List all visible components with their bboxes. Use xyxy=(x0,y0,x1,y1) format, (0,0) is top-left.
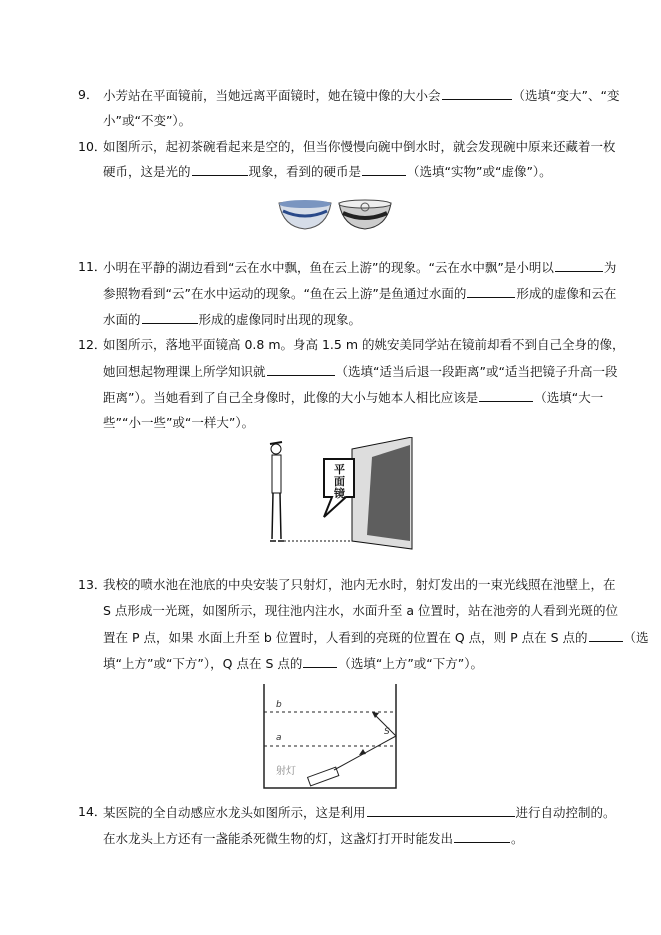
mirror-label-2: 面 xyxy=(334,475,345,488)
q12-number: 12． xyxy=(78,337,107,352)
q12-text: 她回想起物理课上所学知识就 xyxy=(103,364,266,379)
q13-text: （选 xyxy=(623,630,649,645)
q14-line1 xyxy=(103,804,616,821)
q13-blank-1[interactable] xyxy=(589,629,623,642)
q9-blank[interactable] xyxy=(442,87,512,100)
q12-line2 xyxy=(103,363,617,380)
q14-line2 xyxy=(103,830,524,847)
q9-text: （选填“变大”、“变 xyxy=(512,88,620,103)
q11-text: 水面的 xyxy=(103,312,141,327)
q11-text: 形成的虚像同时出现的现象。 xyxy=(198,312,362,327)
q10-blank-2[interactable] xyxy=(362,163,406,176)
q13-line3 xyxy=(103,629,649,646)
q9-number: 9． xyxy=(78,87,99,102)
level-b-label: b xyxy=(276,700,282,710)
q12-blank-2[interactable] xyxy=(479,389,533,402)
q11-line2 xyxy=(103,285,616,302)
q11-line1 xyxy=(103,259,616,276)
q11-text: 参照物看到“云”在水中运动的现象。“鱼在云上游”是鱼通过水面的 xyxy=(103,286,467,301)
lamp-label: 射灯 xyxy=(276,766,296,777)
q11-line3 xyxy=(103,311,361,328)
q9-line2: 小”或“不变”）。 xyxy=(103,113,192,128)
q14-text: 。 xyxy=(511,831,524,846)
q11-blank-2[interactable] xyxy=(467,285,515,298)
q13-blank-2[interactable] xyxy=(303,655,337,668)
q12-text: （选填“适当后退一段距离”或“适当把镜子升高一段 xyxy=(335,364,618,379)
q9-text: 小芳站在平面镜前，当她远离平面镜时，她在镜中像的大小会 xyxy=(103,88,441,103)
pool-figure xyxy=(262,684,402,790)
q12-line3 xyxy=(103,389,603,406)
q13-number: 13． xyxy=(78,577,107,592)
q11-number: 11． xyxy=(78,259,107,274)
level-a-label: a xyxy=(276,733,282,743)
q13-line2: S 点形成一光斑，如图所示，现往池内注水，水面升至 a 位置时，站在池旁的人看到光斑的位 xyxy=(103,603,619,618)
mirror-figure xyxy=(262,437,417,557)
q10-line2 xyxy=(103,163,552,180)
q12-text: 距离”）。当她看到了自己全身像时，此像的大小与她本人相比应该是 xyxy=(103,390,479,405)
q11-text: 形成的虚像和云在 xyxy=(516,286,617,301)
q13-text: 置在 P 点，如果 水面上升至 b 位置时，人看到的亮斑的位置在 Q 点，则 P 点在 S 点的 xyxy=(103,630,588,645)
q10-text: 硬币，这是光的 xyxy=(103,164,191,179)
q11-text: 小明在平静的湖边看到“云在水中飘，鱼在云上游”的现象。“云在水中飘”是小明以 xyxy=(103,260,554,275)
q14-blank-1[interactable] xyxy=(367,804,515,817)
q11-blank-3[interactable] xyxy=(142,311,198,324)
q12-blank-1[interactable] xyxy=(267,363,335,376)
q13-text: 填“上方”或“下方”），Q 点在 S 点的 xyxy=(103,656,303,671)
point-s-label: S xyxy=(384,727,390,737)
q13-text: （选填“上方”或“下方”）。 xyxy=(338,656,484,671)
q12-text: （选填“大一 xyxy=(534,390,604,405)
q14-text: 在水龙头上方还有一盏能杀死微生物的灯，这盏灯打开时能发出 xyxy=(103,831,454,846)
mirror-label-1: 平 xyxy=(334,463,345,476)
q12-line1: 如图所示，落地平面镜高 0.8 m。身高 1.5 m 的姚安美同学站在镜前却看不到自己全身的像， xyxy=(103,337,625,352)
q11-text: 为 xyxy=(603,260,617,275)
q14-text: 进行自动控制的。 xyxy=(515,805,616,820)
q10-text: （选填“实物”或“虚像”）。 xyxy=(407,164,552,179)
q14-text: 某医院的全自动感应水龙头如图所示，这是利用 xyxy=(103,805,366,820)
q10-text: 现象，看到的硬币是 xyxy=(248,164,362,179)
q13-line1: 我校的喷水池在池底的中央安装了只射灯，池内无水时，射灯发出的一束光线照在池壁上，在 xyxy=(103,577,616,592)
q9-line1 xyxy=(103,87,619,104)
q13-line4 xyxy=(103,655,483,672)
mirror-label-3: 镜 xyxy=(334,487,345,500)
q10-blank-1[interactable] xyxy=(192,163,248,176)
q14-number: 14． xyxy=(78,804,107,819)
tea-bowls-figure xyxy=(275,193,395,233)
q10-line1: 如图所示，起初茶碗看起来是空的，但当你慢慢向碗中倒水时，就会发现碗中原来还藏着一枚 xyxy=(103,139,616,154)
q11-blank-1[interactable] xyxy=(555,259,603,272)
q10-number: 10． xyxy=(78,139,107,154)
q12-line4: 些”“小一些”或“一样大”）。 xyxy=(103,415,255,430)
q14-blank-2[interactable] xyxy=(454,830,510,843)
